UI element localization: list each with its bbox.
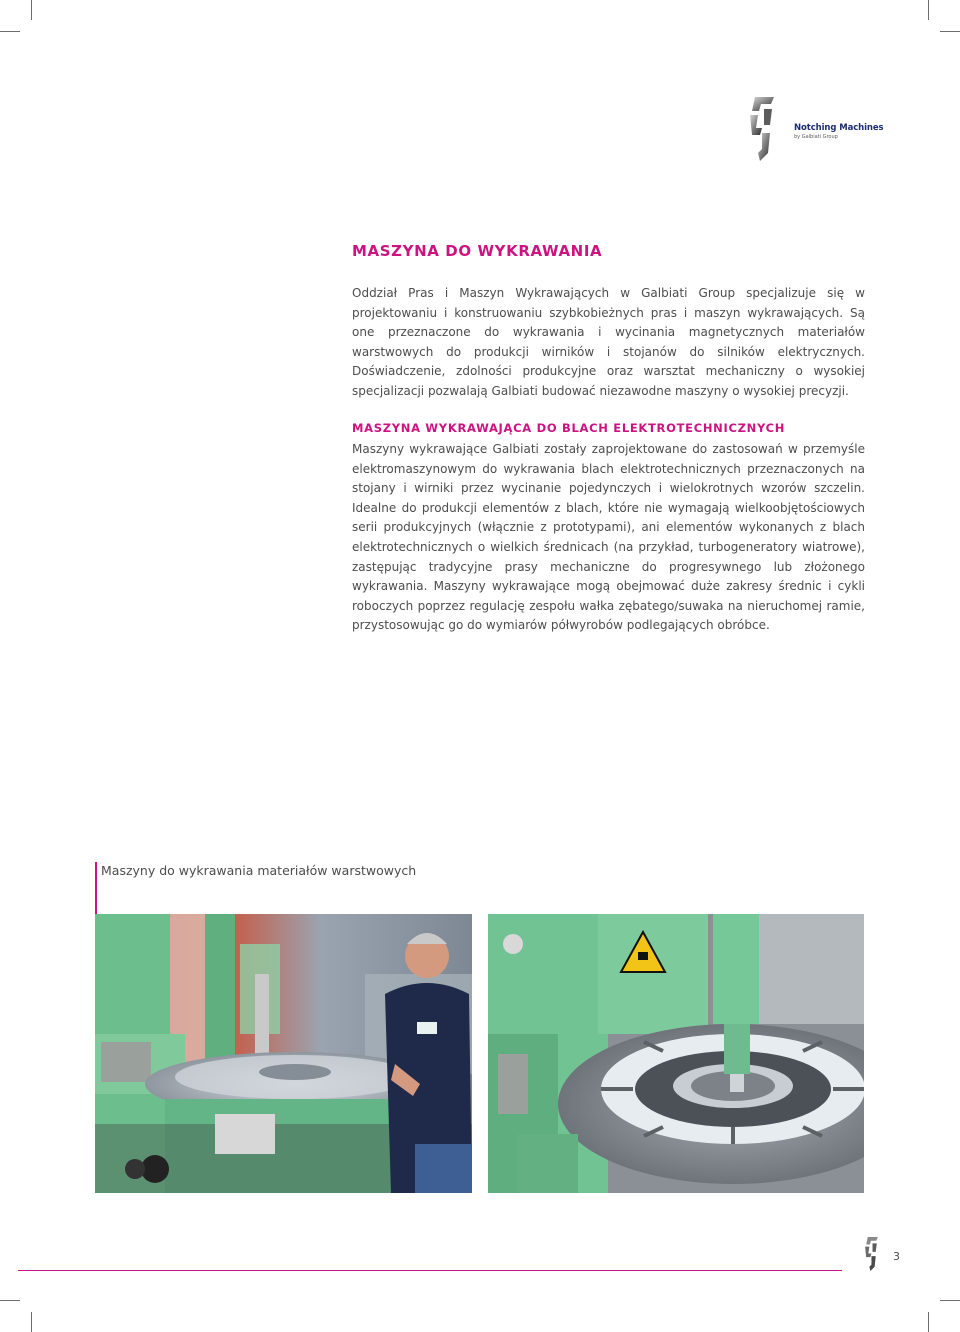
crop-mark (940, 1300, 960, 1301)
caption-accent-bar (95, 862, 97, 914)
crop-mark (31, 1312, 32, 1332)
crop-mark (0, 1300, 20, 1301)
crop-mark (0, 31, 20, 32)
page-number: 3 (893, 1250, 900, 1263)
brand-subtitle: by Galbiati Group (794, 134, 838, 140)
crop-mark (928, 1312, 929, 1332)
photo-operator-machine (95, 914, 472, 1193)
crop-mark (940, 31, 960, 32)
section-title: MASZYNA WYKRAWAJĄCA DO BLACH ELEKTROTECHNICZNYCH (352, 421, 786, 435)
intro-paragraph: Oddział Pras i Maszyn Wykrawających w Galbiati Group specjalizuje się w projektowaniu i konstruowaniu szybkobieżnych pras i maszyn wykrawających. Są one przeznaczone do wykrawania i wycinania magnetycznych materiałów warstwowych do produkcji wirników i stojanów do silników elektrycznych. Doświadczenie, zdolności produkcyjne oraz warsztat mechaniczny o wysokiej specjalizacji pozwalają Galbiati budować niezawodne maszyny o wysokiej precyzji. (352, 286, 865, 398)
photo-machine-topview (488, 914, 864, 1193)
brand-block (794, 123, 884, 140)
gallery-caption: Maszyny do wykrawania materiałów warstwowych (101, 863, 417, 878)
galbiati-logo-icon (748, 95, 778, 163)
galbiati-logo-small-icon (864, 1236, 880, 1272)
section-paragraph: Maszyny wykrawające Galbiati zostały zaprojektowane do zastosowań w przemyśle elektromaszynowym do wykrawania blach elektrotechnicznych przeznaczonych na stojany i wirniki przez wycinanie pojedynczych i wielokrotnych wzorów szczelin. Idealne do produkcji elementów z blach, które nie wymagają wielkoobjętościowych serii produkcyjnych (włącznie z prototypami), ani elementów wykonanych z blach elektrotechnicznych o wielkich średnicach (na przykład, turbogeneratory wiatrowe), zastępując tradycyjne prasy mechaniczne do progresywnego lub złożonego wykrawania. Maszyny wykrawające mogą obejmować duże zakresy średnic i cykli roboczych poprzez regulację zespołu wałka zębatego/suwaka na nieruchomej ramie, przystosowując go do wymiarów półwyrobów podlegających obróbce. (352, 442, 865, 633)
crop-mark (31, 0, 32, 20)
page-title: MASZYNA DO WYKRAWANIA (352, 242, 603, 260)
brand-name: Notching Machines (794, 123, 884, 133)
crop-mark (928, 0, 929, 20)
footer-rule (18, 1270, 842, 1271)
